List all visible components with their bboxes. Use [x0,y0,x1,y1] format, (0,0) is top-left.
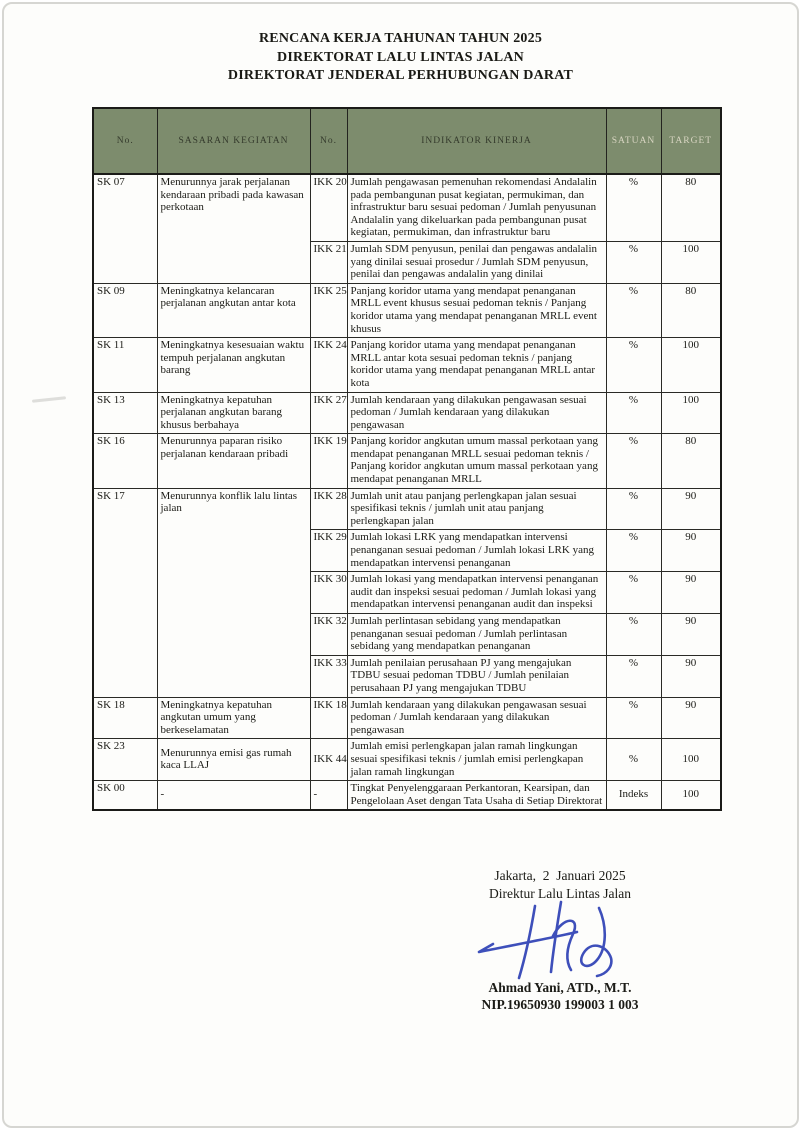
target-cell: 90 [661,697,721,739]
satuan-cell: % [606,174,661,241]
table-row [93,434,721,488]
indikator-cell: Jumlah SDM penyusun, penilai dan pengawas andalalin yang dinilai sesuai prosedur / Jumlah SDM penyusun, penilai dan pengawas andalalin yang dinilai [347,241,606,283]
table-row [93,174,721,241]
sk-code-cell: SK 09 [93,283,157,337]
satuan-cell: % [606,530,661,572]
signature-ink [465,896,655,988]
satuan-cell: % [606,392,661,434]
satuan-cell: % [606,572,661,614]
satuan-cell: Indeks [606,781,661,811]
ikk-code-cell: IKK 20 [310,174,347,241]
ikk-code-cell: IKK 29 [310,530,347,572]
title-line-3: DIREKTORAT JENDERAL PERHUBUNGAN DARAT [227,68,574,83]
satuan-cell: % [606,739,661,781]
indikator-cell: Jumlah lokasi LRK yang mendapatkan intervensi penanganan sesuai pedoman / Jumlah lokasi LRK yang mendapatkan intervensi penanganan [347,530,606,572]
indikator-cell: Jumlah pengawasan pemenuhan rekomendasi Andalalin pada pembangunan pusat kegiatan, permukiman, dan infrastruktur baru sesuai pedoman / Jumlah penyusunan Andalalin yang dikeluarkan pada pembangunan pusat kegiatan, permukiman, dan infrastruktur baru [347,174,606,241]
sasaran-cell: Menurunnya paparan risiko perjalanan kendaraan pribadi [157,434,310,488]
signatory-title: Direktur Lalu Lintas Jalan [488,886,632,901]
ikk-code-cell: IKK 27 [310,392,347,434]
sasaran-cell: Menurunnya konflik lalu lintas jalan [157,488,310,697]
target-cell: 80 [661,174,721,241]
indikator-cell: Panjang koridor utama yang mendapat penanganan MRLL event khusus sesuai pedoman teknis / Panjang koridor utama yang mendapat penanganan MRLL event khusus [347,283,606,337]
sasaran-cell: Meningkatnya kesesuaian waktu tempuh perjalanan angkutan barang [157,338,310,392]
indikator-cell: Jumlah kendaraan yang dilakukan pengawasan sesuai pedoman / Jumlah kendaraan yang dilakukan pengawasan [347,392,606,434]
target-cell: 100 [661,739,721,781]
indikator-cell: Panjang koridor utama yang mendapat penanganan MRLL antar kota sesuai pedoman teknis / panjang koridor utama yang mendapat penanganan MRLL antar kota [347,338,606,392]
header-no-ikk: No. [310,108,347,174]
target-cell: 90 [661,530,721,572]
target-cell: 100 [661,241,721,283]
header-sasaran: SASARAN KEGIATAN [157,108,310,174]
indikator-cell: Jumlah kendaraan yang dilakukan pengawasan sesuai pedoman / Jumlah kendaraan yang dilakukan pengawasan [347,697,606,739]
satuan-cell: % [606,434,661,488]
table-row [93,739,721,781]
target-cell: 90 [661,488,721,530]
ikk-code-cell: IKK 19 [310,434,347,488]
signature-block [412,868,708,1013]
sk-code-cell: SK 17 [93,488,157,697]
sasaran-cell: Menurunnya emisi gas rumah kaca LLAJ [157,739,310,781]
satuan-cell: % [606,241,661,283]
target-cell: 100 [661,338,721,392]
ikk-code-cell: IKK 25 [310,283,347,337]
ikk-code-cell: IKK 44 [310,739,347,781]
indikator-cell: Panjang koridor angkutan umum massal perkotaan yang mendapat penanganan MRLL sesuai pedoman teknis / Panjang koridor angkutan umum massal perkotaan yang mendapat penanganan MRLL [347,434,606,488]
indikator-cell: Jumlah perlintasan sebidang yang mendapatkan penanganan sesuai pedoman / Jumlah perlintasan sebidang yang mendapatkan penanganan [347,614,606,656]
satuan-cell: % [606,488,661,530]
document-title [4,30,797,86]
table-row [93,488,721,530]
table-row [93,392,721,434]
ikk-code-cell: IKK 30 [310,572,347,614]
satuan-cell: % [606,655,661,697]
ikk-code-cell: IKK 24 [310,338,347,392]
ikk-code-cell: IKK 21 [310,241,347,283]
sasaran-cell: Meningkatnya kelancaran perjalanan angkutan antar kota [157,283,310,337]
indikator-cell: Jumlah emisi perlengkapan jalan ramah lingkungan sesuai spesifikasi teknis / jumlah emisi perlengkapan jalan ramah lingkungan [347,739,606,781]
indikator-cell: Jumlah penilaian perusahaan PJ yang mengajukan TDBU sesuai pedoman TDBU / Jumlah penilaian perusahaan PJ yang mengajukan TDBU [347,655,606,697]
table-row [93,283,721,337]
sk-code-cell: SK 23 [93,739,157,781]
ikk-code-cell: - [310,781,347,811]
performance-table [92,107,722,811]
ikk-code-cell: IKK 18 [310,697,347,739]
satuan-cell: % [606,283,661,337]
document-page [2,2,799,1128]
title-line-1: RENCANA KERJA TAHUNAN TAHUN 2025 [258,31,543,46]
table-row [93,781,721,811]
sk-code-cell: SK 13 [93,392,157,434]
target-cell: 80 [661,434,721,488]
target-cell: 80 [661,283,721,337]
sk-code-cell: SK 07 [93,174,157,283]
target-cell: 90 [661,655,721,697]
target-cell: 100 [661,781,721,811]
header-satuan: SATUAN [606,108,661,174]
signatory-name: Ahmad Yani, ATD., M.T. [488,980,632,995]
table-header-row [93,108,721,174]
table-row [93,338,721,392]
target-cell: 100 [661,392,721,434]
sk-code-cell: SK 18 [93,697,157,739]
indikator-cell: Jumlah lokasi yang mendapatkan intervensi penanganan audit dan inspeksi sesuai pedoman / Jumlah lokasi yang mendapatkan intervensi penanganan audit dan inspeksi [347,572,606,614]
ikk-code-cell: IKK 33 [310,655,347,697]
sasaran-cell: Meningkatnya kepatuhan angkutan umum yang berkeselamatan [157,697,310,739]
sk-code-cell: SK 00 [93,781,157,811]
place-date: Jakarta, 2 Januari 2025 [494,868,626,883]
ikk-code-cell: IKK 32 [310,614,347,656]
indikator-cell: Jumlah unit atau panjang perlengkapan jalan sesuai spesifikasi teknis / jumlah unit atau panjang perlengkapan jalan [347,488,606,530]
table-row [93,697,721,739]
sasaran-cell: Menurunnya jarak perjalanan kendaraan pribadi pada kawasan perkotaan [157,174,310,283]
sasaran-cell: - [157,781,310,811]
sk-code-cell: SK 16 [93,434,157,488]
signatory-nip: NIP.19650930 199003 1 003 [481,997,639,1012]
target-cell: 90 [661,614,721,656]
scan-artifact [32,396,66,403]
sasaran-cell: Meningkatnya kepatuhan perjalanan angkutan barang khusus berbahaya [157,392,310,434]
sk-code-cell: SK 11 [93,338,157,392]
satuan-cell: % [606,614,661,656]
ikk-code-cell: IKK 28 [310,488,347,530]
satuan-cell: % [606,338,661,392]
title-line-2: DIREKTORAT LALU LINTAS JALAN [277,49,524,65]
header-indikator: INDIKATOR KINERJA [347,108,606,174]
target-cell: 90 [661,572,721,614]
header-no-sk: No. [93,108,157,174]
indikator-cell: Tingkat Penyelenggaraan Perkantoran, Kearsipan, dan Pengelolaan Aset dengan Tata Usaha di Setiap Direktorat [347,781,606,811]
header-target: TARGET [661,108,721,174]
satuan-cell: % [606,697,661,739]
